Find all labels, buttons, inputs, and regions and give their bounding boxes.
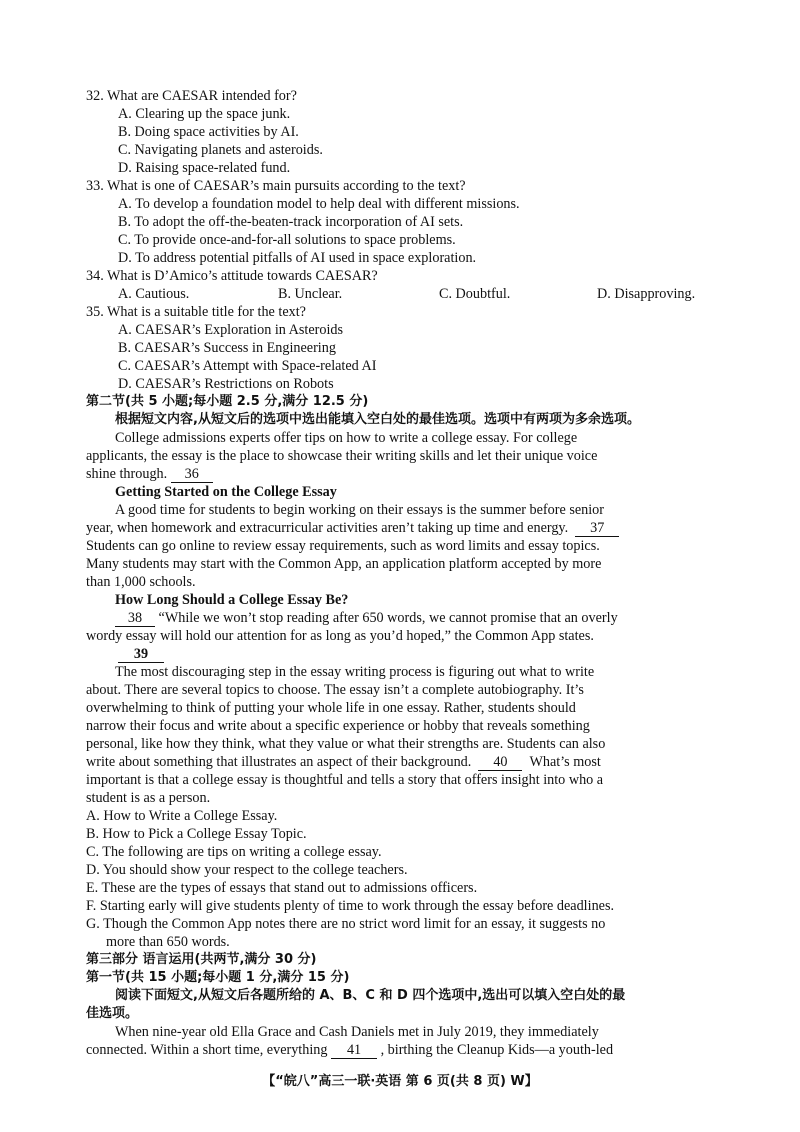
choice-a: A. How to Write a College Essay.: [86, 808, 278, 824]
p1-line-3: Students can go online to review essay requirements, such as word limits and essay topics.: [86, 538, 600, 554]
question-35-stem: 35. What is a suitable title for the text?: [86, 304, 306, 320]
question-34-option-c: C. Doubtful.: [439, 286, 511, 302]
choice-g-continued: more than 650 words.: [106, 934, 230, 950]
p3-line-2: about. There are several topics to choose. The essay isn’t a complete autobiography. It’s: [86, 682, 584, 698]
question-33-option-b: B. To adopt the off-the-beaten-track incorporation of AI sets.: [118, 214, 464, 230]
subhead-how-long: How Long Should a College Essay Be?: [115, 592, 349, 608]
p2-line-1: 38 “While we won’t stop reading after 650 words, we cannot promise that an overly: [115, 609, 618, 627]
p2-line-2: wordy essay will hold our attention for as long as you’d hoped,” the Common App states.: [86, 628, 594, 644]
part-3-subheading: 第一节(共 15 小题;每小题 1 分,满分 15 分): [86, 970, 350, 985]
choice-e: E. These are the types of essays that stand out to admissions officers.: [86, 880, 478, 896]
blank-40: 40: [478, 755, 522, 771]
question-33-option-d: D. To address potential pitfalls of AI used in space exploration.: [118, 250, 477, 266]
question-35-option-b: B. CAESAR’s Success in Engineering: [118, 340, 336, 356]
p3-line-6: write about something that illustrates an aspect of their background. 40 What’s most: [86, 754, 601, 770]
p3-line-7: important is that a college essay is thoughtful and tells a story that offers insight into who a: [86, 772, 604, 788]
choice-d: D. You should show your respect to the college teachers.: [86, 862, 408, 878]
choice-g: G. Though the Common App notes there are no strict word limit for an essay, it suggests no: [86, 916, 606, 932]
p3-line-5: personal, like how they think, what they value or what their strengths are. Students can also: [86, 736, 606, 752]
question-33-stem: 33. What is one of CAESAR’s main pursuits according to the text?: [86, 178, 466, 194]
question-32-option-a: A. Clearing up the space junk.: [118, 106, 291, 122]
choice-c: C. The following are tips on writing a college essay.: [86, 844, 382, 860]
blank-39: 39: [118, 647, 164, 663]
section-2-heading: 第二节(共 5 小题;每小题 2.5 分,满分 12.5 分): [86, 394, 369, 409]
question-35-option-a: A. CAESAR’s Exploration in Asteroids: [118, 322, 344, 338]
intro-line-3: shine through. 36: [86, 465, 213, 483]
p3-line-3: overwhelming to think of putting your whole life in one essay. Rather, students should: [86, 700, 576, 716]
question-34-option-b: B. Unclear.: [278, 286, 343, 302]
blank-38: 38: [115, 611, 155, 627]
question-34-option-a: A. Cautious.: [118, 286, 190, 302]
part-3-passage-line-1: When nine-year old Ella Grace and Cash Daniels met in July 2019, they immediately: [115, 1024, 599, 1040]
choice-f: F. Starting early will give students plenty of time to work through the essay before deadlines.: [86, 898, 615, 914]
part-3-passage-line-2: connected. Within a short time, everything 41 , birthing the Cleanup Kids—a youth-led: [86, 1042, 614, 1058]
question-32-option-c: C. Navigating planets and asteroids.: [118, 142, 323, 158]
question-32-stem: 32. What are CAESAR intended for?: [86, 88, 297, 104]
question-35-option-d: D. CAESAR’s Restrictions on Robots: [118, 376, 334, 392]
question-33-option-c: C. To provide once-and-for-all solutions to space problems.: [118, 232, 456, 248]
blank-41: 41: [331, 1043, 377, 1059]
p1-line-4: Many students may start with the Common App, an application platform accepted by more: [86, 556, 602, 572]
question-33-option-a: A. To develop a foundation model to help deal with different missions.: [118, 196, 520, 212]
question-35-option-c: C. CAESAR’s Attempt with Space-related AI: [118, 358, 377, 374]
question-34-option-d: D. Disapproving.: [597, 286, 696, 302]
intro-line-1: College admissions experts offer tips on how to write a college essay. For college: [115, 430, 578, 446]
p3-line-1: The most discouraging step in the essay writing process is figuring out what to write: [115, 664, 595, 680]
page-footer: 【“皖八”高三一联·英语 第 6 页(共 8 页) W】: [262, 1074, 538, 1089]
p3-line-8: student is as a person.: [86, 790, 211, 806]
question-32-option-d: D. Raising space-related fund.: [118, 160, 291, 176]
blank-37: 37: [575, 521, 619, 537]
part-3-heading: 第三部分 语言运用(共两节,满分 30 分): [86, 952, 317, 967]
p1-line-2: year, when homework and extracurricular activities aren’t taking up time and energy. 37: [86, 519, 619, 537]
intro-line-2: applicants, the essay is the place to showcase their writing skills and let their unique voice: [86, 448, 598, 464]
choice-b: B. How to Pick a College Essay Topic.: [86, 826, 307, 842]
blank-39-line: [118, 645, 164, 663]
part-3-instruction-2: 佳选项。: [86, 1006, 139, 1021]
subhead-getting-started: Getting Started on the College Essay: [115, 484, 337, 500]
p3-line-4: narrow their focus and write about a specific experience or hobby that reveals something: [86, 718, 590, 734]
p1-line-5: than 1,000 schools.: [86, 574, 196, 590]
question-34-stem: 34. What is D’Amico’s attitude towards CAESAR?: [86, 268, 378, 284]
p1-line-1: A good time for students to begin working on their essays is the summer before senior: [115, 502, 604, 518]
section-2-instruction: 根据短文内容,从短文后的选项中选出能填入空白处的最佳选项。选项中有两项为多余选项。: [115, 412, 640, 427]
question-32-option-b: B. Doing space activities by AI.: [118, 124, 299, 140]
blank-36: 36: [171, 467, 213, 483]
part-3-instruction-1: 阅读下面短文,从短文后各题所给的 A、B、C 和 D 四个选项中,选出可以填入空白处的最: [115, 988, 626, 1003]
